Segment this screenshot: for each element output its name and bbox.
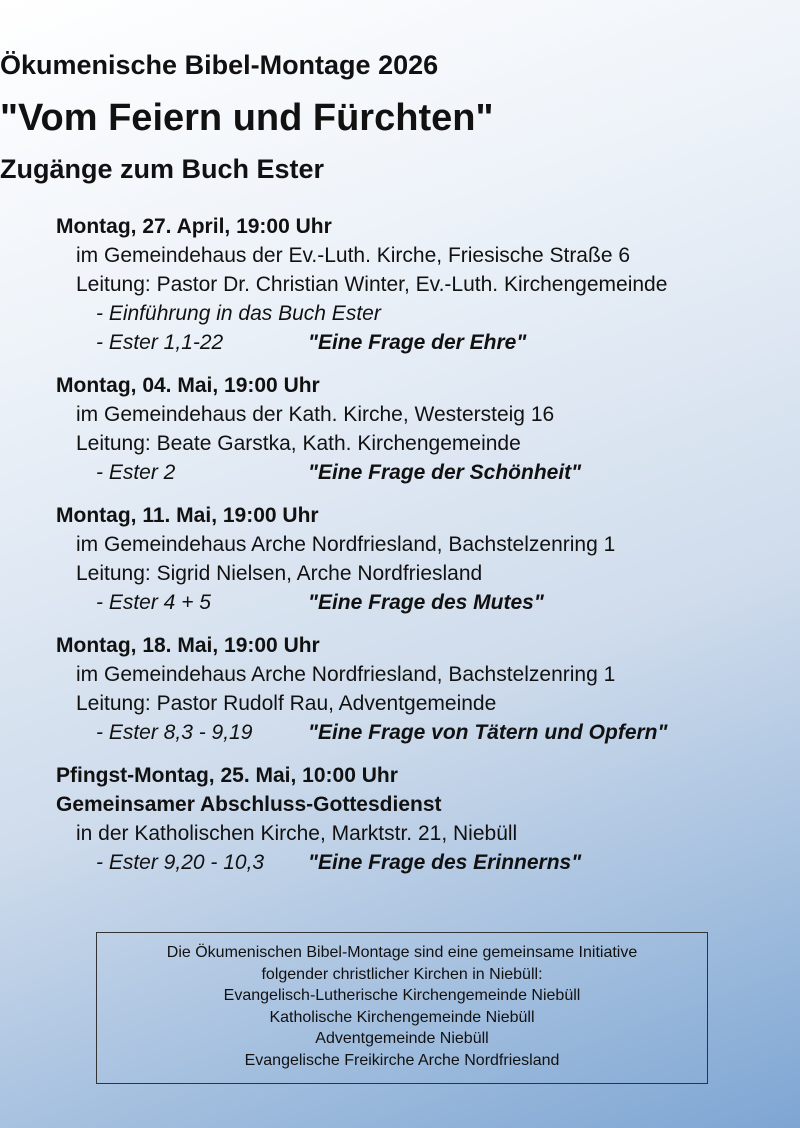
- event-date: Montag, 18. Mai, 19:00 Uhr: [56, 634, 320, 657]
- event-subtitle: Gemeinsamer Abschluss-Gottesdienst: [56, 793, 442, 816]
- event-item: [56, 631, 796, 747]
- info-line: Die Ökumenischen Bibel-Montage sind eine gemeinsame Initiative: [166, 944, 638, 961]
- info-line: Katholische Kirchengemeinde Niebüll: [269, 1008, 535, 1026]
- topic-title: "Eine Frage des Mutes": [308, 591, 544, 614]
- event-item: [56, 501, 796, 617]
- event-item: [56, 371, 796, 487]
- event-location: im Gemeindehaus der Ev.-Luth. Kirche, Friesische Straße 6: [76, 244, 631, 267]
- event-leader: Leitung: Sigrid Nielsen, Arche Nordfriesland: [76, 562, 483, 585]
- event-location: im Gemeindehaus Arche Nordfriesland, Bachstelzenring 1: [76, 533, 616, 556]
- topic-title: "Eine Frage von Tätern und Opfern": [308, 721, 668, 744]
- info-line: Evangelische Freikirche Arche Nordfriesland: [244, 1051, 560, 1069]
- event-topic: [56, 328, 796, 357]
- event-intro: - Einführung in das Buch Ester: [96, 302, 381, 325]
- event-list: [56, 212, 796, 891]
- scripture-reference: - Ester 2: [96, 461, 176, 484]
- event-date: Montag, 04. Mai, 19:00 Uhr: [56, 374, 320, 397]
- series-subtitle: Zugänge zum Buch Ester: [0, 154, 325, 184]
- event-leader: Leitung: Beate Garstka, Kath. Kirchengemeinde: [76, 432, 521, 455]
- event-topic: [56, 458, 796, 487]
- topic-title: "Eine Frage des Erinnerns": [308, 851, 582, 874]
- series-title: Ökumenische Bibel-Montage 2026: [0, 50, 439, 80]
- event-leader: Leitung: Pastor Dr. Christian Winter, Ev.-Luth. Kirchengemeinde: [76, 273, 668, 296]
- scripture-reference: - Ester 8,3 - 9,19: [96, 721, 253, 744]
- event-leader: Leitung: Pastor Rudolf Rau, Adventgemeinde: [76, 692, 497, 715]
- event-date: Montag, 11. Mai, 19:00 Uhr: [56, 504, 319, 527]
- info-line: Evangelisch-Lutherische Kirchengemeinde Niebüll: [223, 987, 581, 1004]
- scripture-reference: - Ester 4 + 5: [96, 591, 211, 614]
- event-topic: [56, 588, 796, 617]
- scripture-reference: - Ester 1,1-22: [96, 331, 224, 354]
- event-date: Montag, 27. April, 19:00 Uhr: [56, 215, 332, 238]
- event-item: [56, 212, 796, 357]
- event-location: im Gemeindehaus Arche Nordfriesland, Bachstelzenring 1: [76, 663, 616, 686]
- topic-title: "Eine Frage der Ehre": [308, 331, 527, 354]
- initiative-info-box: [96, 932, 708, 1084]
- event-item: [56, 761, 796, 877]
- topic-title: "Eine Frage der Schönheit": [308, 461, 582, 484]
- event-location: im Gemeindehaus der Kath. Kirche, Westersteig 16: [76, 403, 555, 426]
- series-theme: "Vom Feiern und Fürchten": [0, 97, 494, 139]
- event-location: in der Katholischen Kirche, Marktstr. 21, Niebüll: [76, 822, 518, 845]
- event-topic: [56, 848, 796, 877]
- scripture-reference: - Ester 9,20 - 10,3: [96, 851, 265, 874]
- event-date: Pfingst-Montag, 25. Mai, 10:00 Uhr: [56, 764, 398, 787]
- info-line: folgender christlicher Kirchen in Niebüll:: [261, 965, 543, 983]
- event-topic: [56, 718, 796, 747]
- info-line: Adventgemeinde Niebüll: [315, 1030, 489, 1047]
